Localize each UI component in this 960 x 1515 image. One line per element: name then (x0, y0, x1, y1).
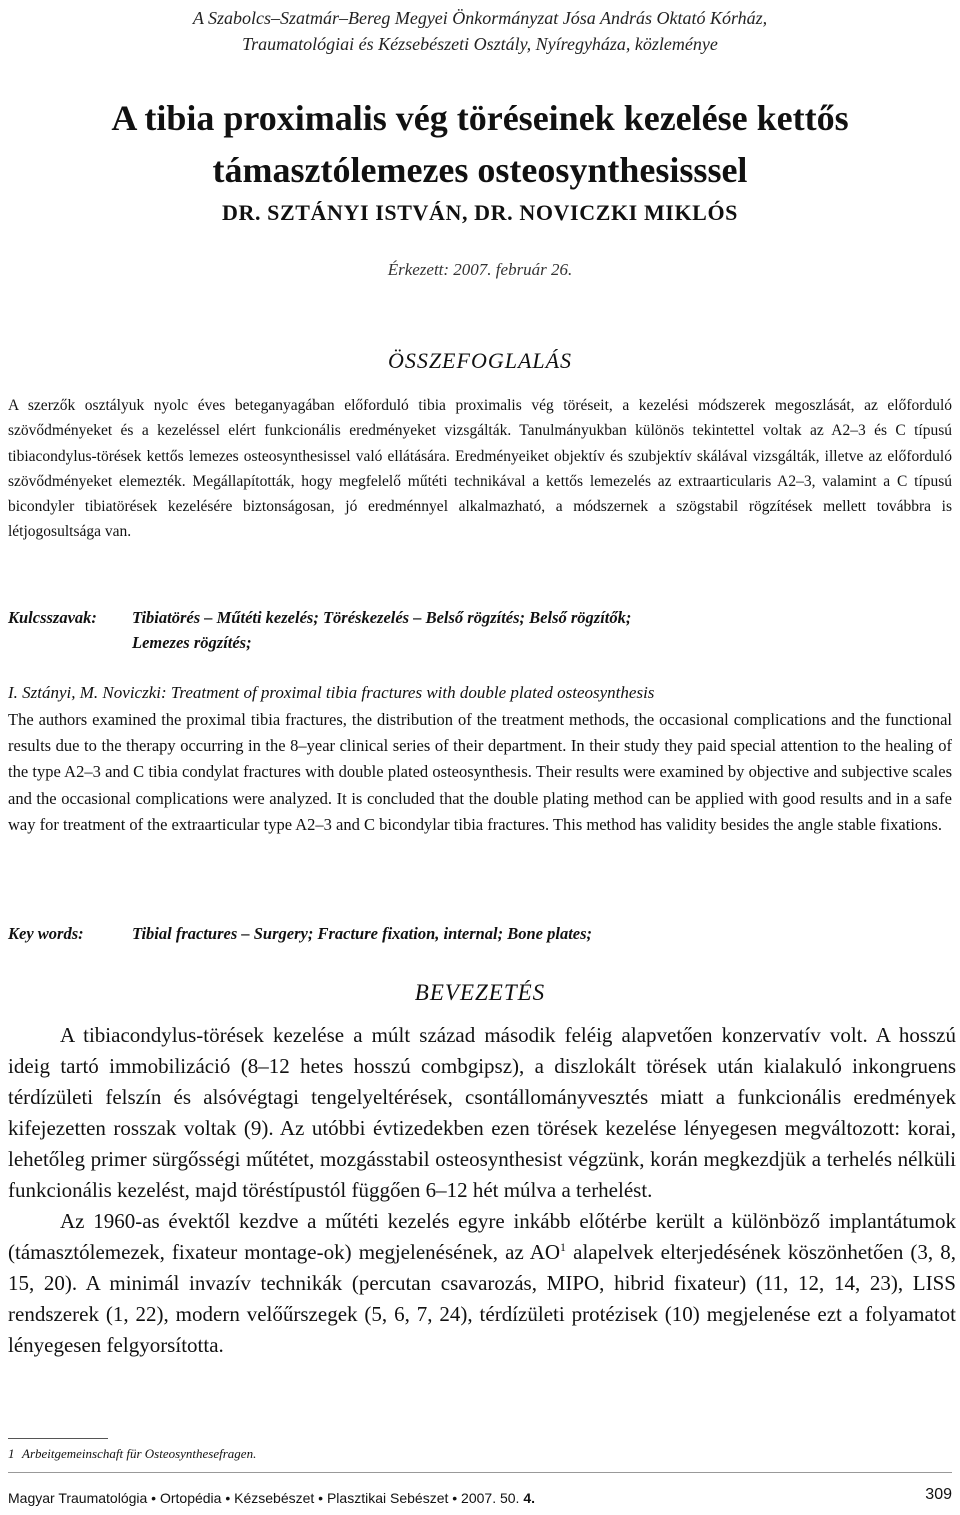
footnote-number: 1 (8, 1446, 15, 1461)
footnote-marker: 1 (560, 1240, 567, 1254)
summary-text: A szerzők osztályuk nyolc éves beteganyagában előforduló tibia proximalis vég töréseit, a kezelési módszerek megoszlását, az előforduló szövődményeket és a kezeléssel elért funkcionális eredményeket vizsgálták. Tanulmányukban különös tekintettel voltak az A2–3 és C típusú tibiacondylus-törések kettős lemezes osteosynthesissel való ellátására. Eredményeiket objektív és szubjektív skálával vizsgálták, illetve az előforduló szövődményeket elemezték. Megállapították, hogy megfelelő műtéti technikával a kettős lemezelés az extraarticularis A2–3, valamint a C típusú bicondyler tibiatörések kezelésére biztonságosan, jó eredménnyel alkalmazható, a módszernek a szögstabil rögzítések mellett továbbra is létjogosultsága van. (8, 397, 952, 541)
keywords-label: Kulcsszavak: (8, 608, 97, 627)
authors: DR. SZTÁNYI ISTVÁN, DR. NOVICZKI MIKLÓS (221, 200, 739, 225)
key-words-label: Key words: (8, 924, 84, 943)
title-line-2: támasztólemezes osteosynthesisssel (212, 150, 748, 190)
affiliation (0, 5, 960, 57)
affiliation-line-1: A Szabolcs–Szatmár–Bereg Megyei Önkormányzat Jósa András Oktató Kórház, (192, 8, 768, 28)
english-abstract-heading: I. Sztányi, M. Noviczki: Treatment of proximal tibia fractures with double plated osteosynthesis (8, 683, 655, 702)
footer-divider (8, 1472, 952, 1473)
keywords-line-2: Lemezes rögzítés; (132, 633, 252, 652)
affiliation-line-2: Traumatológiai és Kézsebészeti Osztály, Nyíregyháza, közleménye (242, 34, 718, 54)
journal-issue: 4. (523, 1490, 536, 1506)
introduction-body (8, 1020, 956, 1361)
english-abstract-text: The authors examined the proximal tibia fractures, the distribution of the treatment methods, the occasional complications and the functional results due to the therapy occurring in the 8–year clinical series of their department. In their study they paid special attention to the healing of the type A2–3 and C tibia condylat fractures with double plated osteosynthesis. Their results were examined by objective and subjective scales and the occasional complications were analyzed. It is concluded that the double plating method can be applied with good results and in a safe way for treatment of the extraarticular type A2–3 and C bicondylar tibia fractures. This method has validity besides the angle stable fixations. (8, 710, 952, 834)
summary-heading: ÖSSZEFOGLALÁS (387, 348, 573, 373)
journal-name: Magyar Traumatológia • Ortopédia • Kézsebészet • Plasztikai Sebészet • 2007. 50. (8, 1490, 524, 1506)
introduction-paragraph-2 (8, 1206, 956, 1361)
introduction-paragraph-1: A tibiacondylus-törések kezelése a múlt század második feléig alapvetően konzervatív volt. A hosszú ideig tartó immobilizáció (8–12 hetes hosszú combgipsz), a diszlokált törések után kialakuló inkongruens térdízületi felszín és alsóvégtagi tengelyeltérések, csontállományvesztés miatt a funkcionális eredmények kifejezetten rosszak voltak (9). Az utóbbi évtizedekben ezen törések kezelése lényegesen megváltozott: korai, lehetőleg primer sürgősségi műtétet, mozgásstabil osteosynthesist végzünk, korán megkezdjük a terhelés nélküli funkcionális kezelést, majd töréstípustól függően 6–12 hét múlva a terhelést. (8, 1023, 956, 1202)
hungarian-keywords (8, 605, 952, 655)
paragraph-2-part-b: alapelvek elterjedésének köszönhetően (3, 8, 15, 20). A minimál invazív technikák (percutan csavarozás, MIPO, hibrid fixateur) (11, 12, 14, 23), LISS rendszerek (1, 22), modern velőűrszegek (5, 6, 7, 24), térdízületi protézisek (10) megjelenése ezt a folyamatot lényegesen felgyorsította. (8, 1240, 957, 1357)
received-date: Érkezett: 2007. február 26. (387, 260, 573, 279)
journal-citation (8, 1490, 535, 1506)
english-keywords (8, 921, 952, 946)
page-number: 309 (925, 1486, 952, 1503)
introduction-heading: BEVEZETÉS (414, 980, 546, 1005)
footnote (8, 1446, 256, 1462)
footnote-text: Arbeitgemeinschaft für Osteosynthesefragen. (22, 1446, 257, 1461)
article-title (0, 92, 960, 196)
paragraph-2-part-a: Az 1960-as évektől kezdve a műtéti kezelés egyre inkább előtérbe került a különböző implantátumok (támasztólemezek, fixateur montage-ok) megjelenésének, az AO (8, 1209, 956, 1264)
keywords-line-1: Tibiatörés – Műtéti kezelés; Töréskezelés – Belső rögzítés; Belső rögzítők; (132, 608, 632, 627)
key-words-value: Tibial fractures – Surgery; Fracture fixation, internal; Bone plates; (132, 924, 593, 943)
title-line-1: A tibia proximalis vég töréseinek kezelése kettős (111, 98, 849, 138)
footnote-divider (8, 1438, 108, 1439)
